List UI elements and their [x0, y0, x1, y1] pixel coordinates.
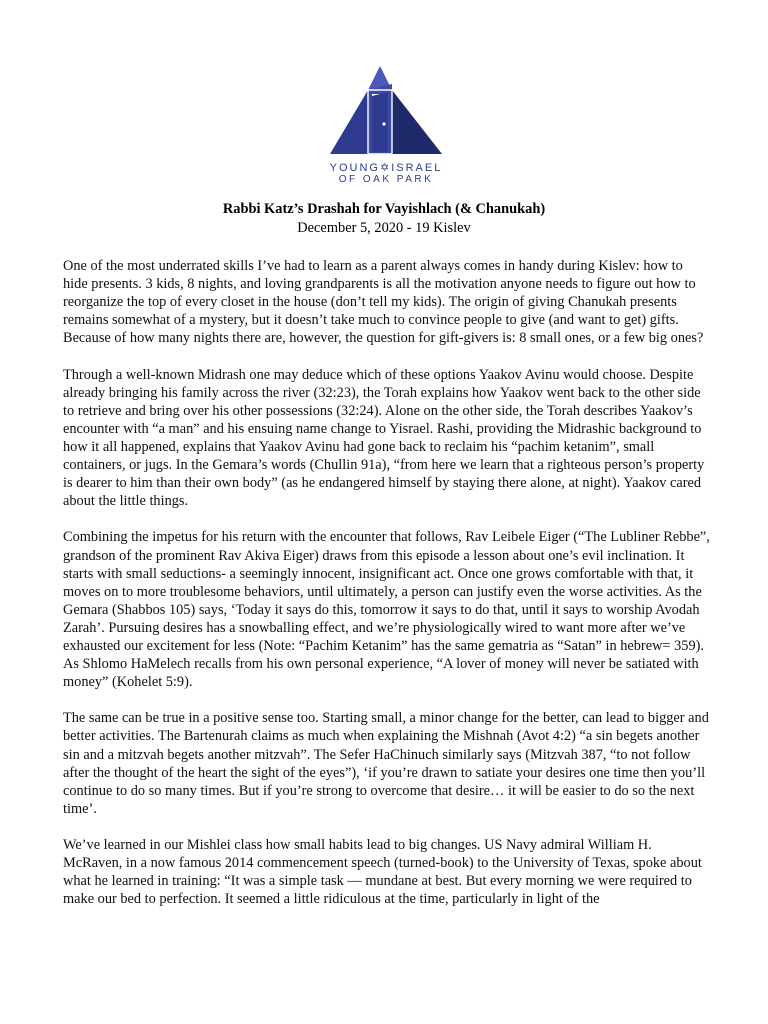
document-body — [63, 257, 711, 926]
document-title: Rabbi Katz’s Drashah for Vayishlach (& Chanukah) — [222, 201, 546, 217]
document-header — [0, 200, 768, 238]
paragraph: We’ve learned in our Mishlei class how small habits lead to big changes. US Navy admiral William H. McRaven, in a now famous 2014 commencement speech (turned-book) to the University of Texas, spoke about what he learned in training: “It was a simple task — mundane at best. But every morning we were required to make our bed to perfection. It seemed a little ridiculous at the time, particularly in light of the — [63, 837, 702, 908]
document-date: December 5, 2020 - 19 Kislev — [297, 220, 471, 236]
paragraph: Combining the impetus for his return with the encounter that follows, Rav Leibele Eiger (“The Lubliner Rebbe”, grandson of the prominent Rav Akiva Eiger) draws from this episode a lesson about one’s evil inclination. It starts with small seductions- a seemingly innocent, insignificant act. Once one grows comfortable with that, it moves on to more troublesome behaviors, until ultimately, a person can justify even the worse activities. As the Gemara (Shabbos 105) says, ‘Today it says do this, tomorrow it says to do that, until it says to worship Avodah Zarah’. Pursuing desires has a snowballing effect, and we’re physiologically wired to want more after we’ve exhausted our excitement for less (Note: “Pachim Ketanim” has the same gematria as “Satan” in hebrew= 359). As Shlomo HaMelech recalls from his own personal experience, “A lover of money will never be satiated with money” (Kohelet 5:9). — [63, 529, 710, 691]
logo-location: OF OAK PARK — [338, 174, 434, 185]
paragraph: Through a well-known Midrash one may deduce which of these options Yaakov Avinu would choose. Despite already bringing his family across the river (32:23), the Torah explains how Yaakov went back to the other side to retrieve and bring over his other possessions (32:24). Alone on the other side, the Torah describes Yaakov’s encounter with “a man” and his ensuing name change to Yisrael. Rashi, providing the Midrashic background to how it all happened, explains that Yaakov Avinu had gone back to reclaim his “pachim ketanim”, small containers, or jugs. In the Gemara’s words (Chullin 91a), “from here we learn that a righteous person’s property is dearer to him than their own body” (as he endangered himself by staying there alone, at night). Yaakov cared about the little things. — [63, 366, 705, 510]
paragraph: The same can be true in a positive sense too. Starting small, a minor change for the better, can lead to bigger and better activities. The Bartenurah claims as much when explaining the Mishnah (Avot 4:2) “a sin begets another sin and a mitzvah begets another mitzvah”. The Sefer HaChinuch similarly says (Mitzvah 387, “to not follow after the thought of the heart the sight of the eyes”), ‘if you’re drawn to satiate your desires one time then you’ll continue to do so many times. But if you’re strong to overcome that desire… it will be easier to do so the next time’. — [63, 710, 709, 817]
paragraph: One of the most underrated skills I’ve had to learn as a parent always comes in handy during Kislev: how to hide presents. 3 kids, 8 nights, and loving grandparents is all the motivation anyone needs to figure out how to reorganize the top of every closet in the house (don’t tell my kids). The origin of giving Chanukah presents remains somewhat of a mystery, but it doesn’t take much to convince people to give (and want to get) gifts. Because of how many nights there are, however, the question for gift-givers is: 8 small ones, or a few big ones? — [63, 258, 704, 347]
logo-name: YOUNG✡ISRAEL — [329, 162, 443, 174]
